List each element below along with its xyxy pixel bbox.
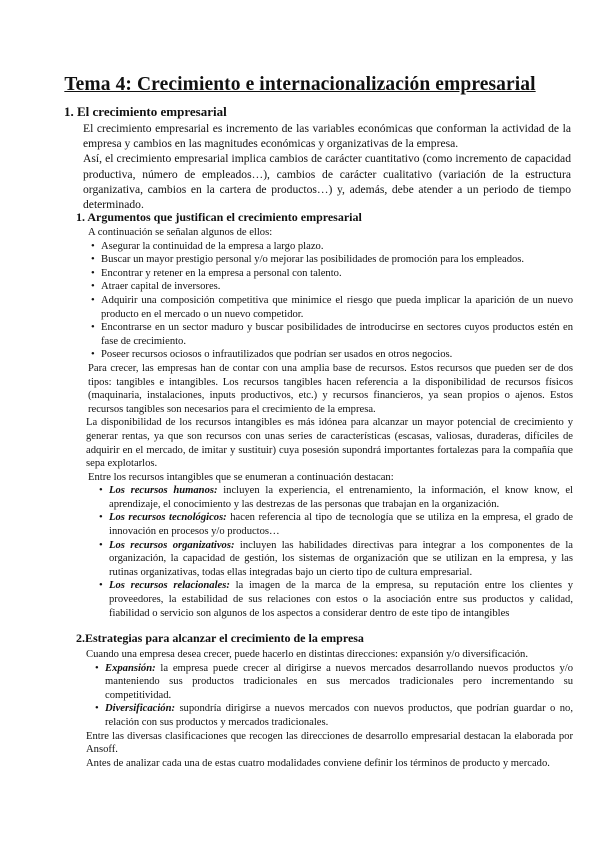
section-heading-crecimiento: 1. El crecimiento empresarial bbox=[64, 104, 227, 119]
estrategias-block bbox=[86, 648, 573, 770]
intangibles-list bbox=[96, 484, 573, 620]
item-term: Los recursos organizativos: bbox=[109, 539, 235, 551]
page-title: Tema 4: Crecimiento e internacionalización empresarial bbox=[64, 74, 536, 95]
definiciones-paragraph: Antes de analizar cada una de estas cuatro modalidades conviene definir los términos de producto y mercado. bbox=[86, 757, 550, 769]
argumentos-block bbox=[88, 226, 573, 620]
ansoff-paragraph: Entre las diversas clasificaciones que recogen las direcciones de desarrollo empresarial destacan la elaborada por Ansoff. bbox=[86, 730, 573, 756]
section-intro bbox=[83, 121, 571, 212]
list-item: • Asegurar la continuidad de la empresa a largo plazo. bbox=[88, 240, 573, 254]
list-item: • Adquirir una composición competitiva que minimice el riesgo que pueda implicar la aparición de un nuevo producto en el mercado o un nuevo competidor. bbox=[88, 294, 573, 321]
item-text: incluyen la experiencia, el entrenamiento, la información, el know know, el aprendizaje, el conocimiento y las destrezas de las personas que trabajan en la organización. bbox=[109, 485, 573, 510]
intro-paragraph: El crecimiento empresarial es incremento de las variables económicas que conforman la actividad de la empresa y cambios en las magnitudes económicas y organizativas de la empresa. bbox=[83, 122, 571, 151]
list-item bbox=[96, 579, 573, 620]
item-text: incluyen las habilidades directivas para integrar a los componentes de la organización, la capacidad de gestión, los sistemas de organización que se utilizan en la empresa, y las rutinas organizativas, todas ellas integradas bajo un cierto tipo de cultura empresarial. bbox=[109, 539, 573, 578]
item-text: la empresa puede crecer al dirigirse a nuevos mercados desarrollando nuevos productos y/o manteniendo sus productos tradicionales en sus mercados tradicionales pero incrementando su competitividad. bbox=[105, 662, 573, 701]
list-item bbox=[92, 662, 573, 703]
subsection-heading-argumentos: 1. Argumentos que justifican el crecimiento empresarial bbox=[76, 210, 362, 224]
list-item: • Encontrarse en un sector maduro y buscar posibilidades de introducirse en sectores cuyos productos estén en fase de crecimiento. bbox=[88, 321, 573, 348]
item-term: Expansión: bbox=[105, 662, 156, 674]
item-text: hacen referencia al tipo de tecnología que se utiliza en la empresa, el grado de innovación en procesos y/o productos… bbox=[109, 512, 574, 538]
item-term: Diversificación: bbox=[105, 703, 176, 715]
argumentos-list bbox=[88, 240, 573, 362]
argumentos-lead: A continuación se señalan algunos de ellos: bbox=[88, 227, 273, 238]
item-text: la imagen de la marca de la empresa, su reputación entre los clientes y proveedores, la estabilidad de sus relaciones con estos o la asociación entre sus productos y calidad, fiabilidad o servicio son algunos de los aspectos a considerar dentro de este tipo de intangibles bbox=[109, 580, 574, 619]
list-item bbox=[92, 702, 573, 729]
intangibles-paragraph: La disponibilidad de los recursos intangibles es más idónea para alcanzar un mayor potencial de crecimiento y generar rentas, ya que son recursos con unas series de características (escasas, valiosas, duraderas, difíciles de adquirir en el mercado, de imitar y sustituir) cuya posesión supondrá importantes fortalezas para la compañía que sepa explotarlos. bbox=[86, 417, 573, 470]
list-item: • Buscar un mayor prestigio personal y/o mejorar las posibilidades de promoción para los empleados. bbox=[88, 253, 573, 267]
item-text: supondría dirigirse a nuevos mercados con nuevos productos, que podrían guardar o no, relación con sus productos y mercados tradicionales. bbox=[105, 703, 573, 728]
list-item bbox=[96, 511, 573, 538]
list-item bbox=[96, 539, 573, 580]
intangibles-lead: Entre los recursos intangibles que se enumeran a continuación destacan: bbox=[88, 471, 394, 483]
list-item: • Atraer capital de inversores. bbox=[88, 280, 573, 294]
list-item: • Poseer recursos ociosos o infrautilizados que podrían ser usados en otros negocios. bbox=[88, 348, 573, 362]
estrategias-list bbox=[92, 662, 573, 730]
recursos-paragraph: Para crecer, las empresas han de contar con una amplia base de recursos. Estos recursos que pueden ser de dos tipos: tangibles e intangibles. Los recursos tangibles hacen referencia a la disponibilidad de recursos físicos (maquinaria, instalaciones, inputs productivos, etc.) y recursos financieros, ya sean propios o ajenos. Estos recursos tangibles son necesarios para el crecimiento de la empresa. bbox=[88, 362, 573, 415]
list-item bbox=[96, 484, 573, 511]
item-term: Los recursos humanos: bbox=[109, 485, 218, 497]
estrategias-lead: Cuando una empresa desea crecer, puede hacerlo en distintas direcciones: expansión y/o diversificación. bbox=[86, 649, 528, 660]
subsection-heading-estrategias: 2.Estrategias para alcanzar el crecimiento de la empresa bbox=[76, 631, 364, 645]
item-term: Los recursos tecnológicos: bbox=[109, 512, 227, 524]
item-term: Los recursos relacionales: bbox=[109, 580, 230, 592]
intro-paragraph: Así, el crecimiento empresarial implica cambios de carácter cuantitativo (como incremento de capacidad productiva, número de empleados…), cambios de carácter cualitativo (variación de la estructura organizativa, cambios en la cartera de productos…) y, además, debe atender a un periodo de tiempo determinado. bbox=[83, 152, 571, 212]
list-item: • Encontrar y retener en la empresa a personal con talento. bbox=[88, 267, 573, 281]
